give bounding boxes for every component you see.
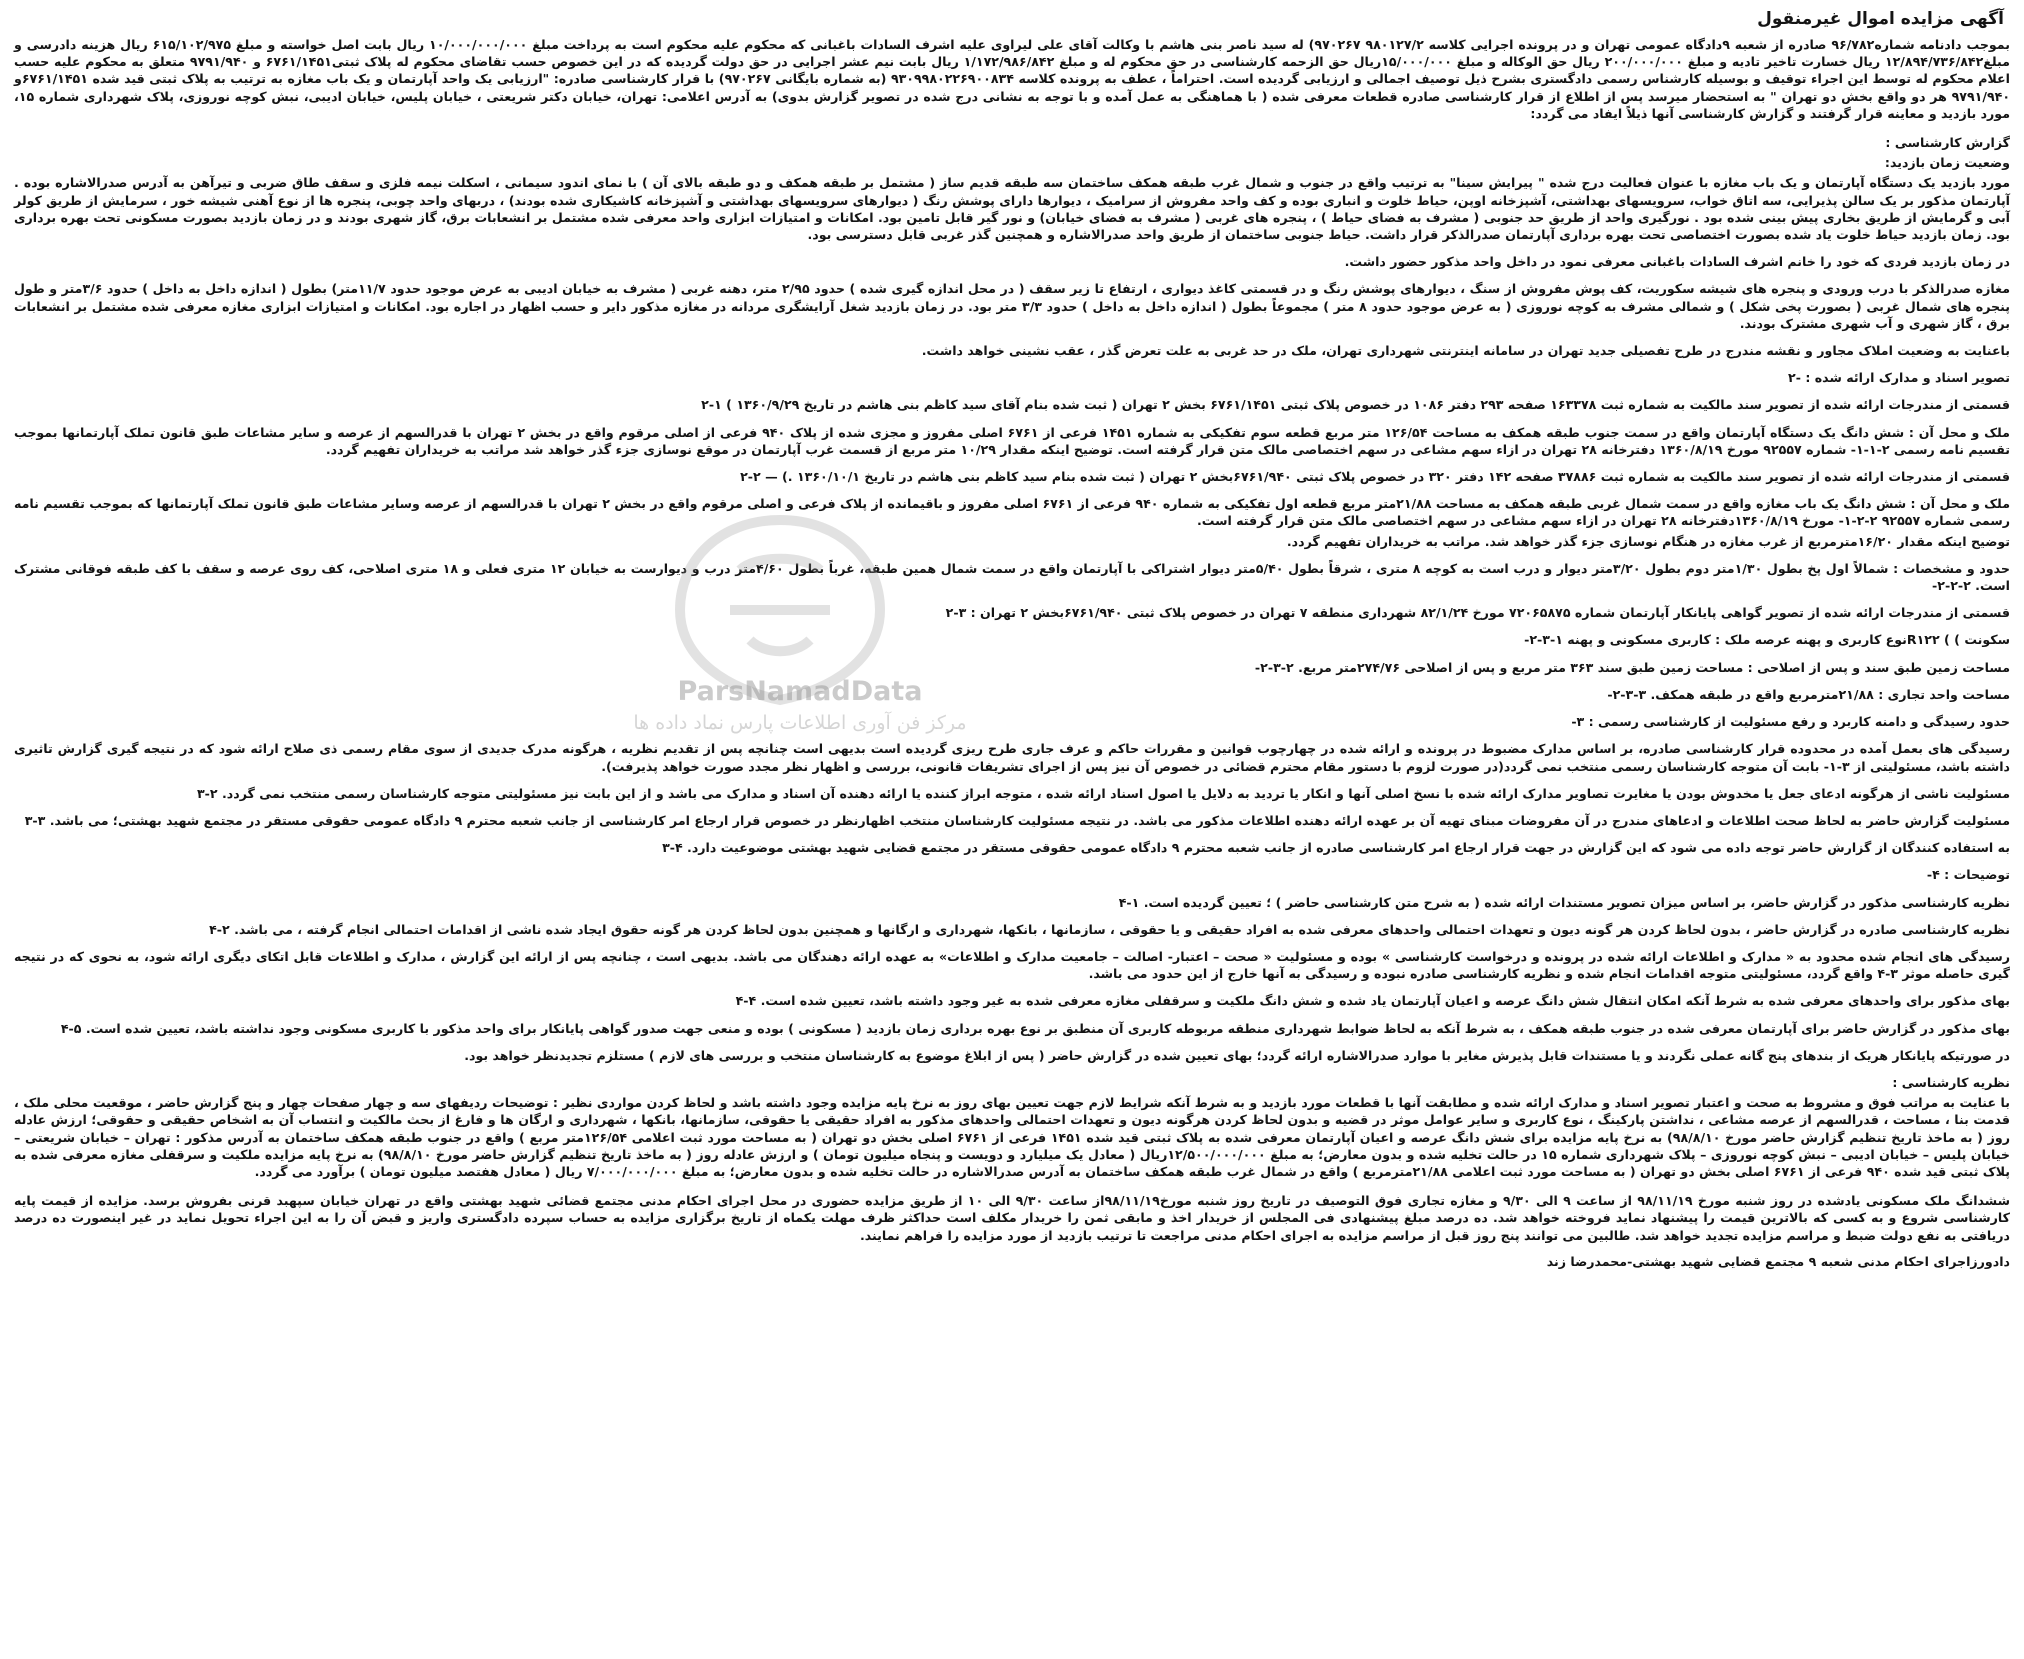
section-heading-expert-report: گزارش کارشناسی : [1885, 135, 2010, 151]
land-use: سکونت ) ) R۱۲۲نوع کاربری و پهنه عرصه ملک : کاربری مسکونی و پهنه ۱-۳-۲- [1524, 632, 2010, 648]
section-heading-opinion: نظریه کارشناسی : [1892, 1074, 2010, 1090]
section-heading-visit-status: وضعیت زمان بازدید: [1884, 155, 2010, 171]
deed-2-note: توضیح اینکه مقدار ۱۶/۲۰مترمربع از غرب مغازه در هنگام نوسازی جزء گذر خواهد شد. مراتب به خریداران تفهیم گردد. [1286, 533, 2010, 549]
deed-1-summary: قسمتی از مندرجات ارائه شده از تصویر سند مالکیت به شماره ثبت ۱۶۳۳۷۸ صفحه ۲۹۳ دفتر ۱۰۸۶ در خصوص پلاک ثبتی ۶۷۶۱/۱۴۵۱ بخش ۲ تهران ( ثبت شده بنام آقای سید کاظم بنی هاشم در تاریخ ۱۳۶۰/۹/۲۹ ) ۱-۲ [701, 397, 2010, 413]
land-area: مساحت زمین طبق سند و پس از اصلاحی : مساحت زمین طبق سند ۳۶۳ متر مربع و پس از اصلاحی ۲۷۴/۷۶متر مربع. ۲-۳-۲- [1254, 659, 2010, 675]
deed-2-details: ملک و محل آن : شش دانگ یک باب مغازه واقع در سمت شمال غربی طبقه همکف به مساحت ۲۱/۸۸متر مربع قطعه اول تفکیکی به شماره ۹۴۰ فرعی از ۶۷۶۱ اصلی مفروز و باقیمانده از پلاک فرعی و اصلی مرقوم واقع در بخش ۲ تهران با قدرالسهم از عرصه وسایر مشاعات طبق قانون تملک آپارتمانها که بموجب تقسیم نامه رسمی شماره ۹۲۵۵۷ ۲-۲-۱- مورخ ۱۳۶۰/۸/۱۹دفترخانه ۲۸ تهران در ازاء سهم مشاعی در سهم اختصاصی مالک متن قرار گرفته است. [14, 496, 2010, 529]
notice-title: آگهی مزایده اموال غیرمنقول [1757, 9, 2004, 29]
deed-1-details: ملک و محل آن : شش دانگ یک دستگاه آپارتمان واقع در سمت جنوب طبقه همکف به مساحت ۱۲۶/۵۴ متر مربع قطعه سوم تفکیکی به شماره ۱۴۵۱ فرعی از ۶۷۶۱ اصلی مفروز و مجزی شده از پلاک ۹۴۰ فرعی از اصلی مرقوم واقع در بخش ۲ تهران با قدرالسهم از عرصه و سایر مشاعات طبق قانون تملک آپارتمانها بموجب تقسیم نامه رسمی ۲-۱-۱- شماره ۹۲۵۵۷ مورخ ۱۳۶۰/۸/۱۹ دفترخانه ۲۸ تهران در ازاء سهم مشاعی در سهم اختصاصی مالک متن قرار گرفته است. توضیح اینکه مقدار ۱۰/۲۹ متر مربع از قسمت غرب آپارتمان در موقع نوسازی جزء گذر خواهد شد مراتب به خریداران تفهیم گردد. [14, 424, 2010, 457]
note-4-2: نظریه کارشناسی صادره در گزارش حاضر ، بدون لحاظ کردن هر گونه دیون و تعهدات احتمالی واحدهای معرفی شده به افراد حقیقی و یا حقوقی ، سازمانها ، بانکها، شهرداری و ارگانها و همچنین بدون لحاظ کردن هر گونه حقوق ایجاد شده ناشی از اقدامات احتمالی انجام گرفته ، می باشد. ۲-۴ [209, 921, 2010, 937]
scope-3-1: رسیدگی های بعمل آمده در محدوده قرار کارشناسی صادره، بر اساس مدارک مضبوط در پرونده و ارائه شده در چهارچوب قوانین و مقررات حاکم و عرف جاری طرح ریزی گردیده است بدیهی است چنانچه پس از تقدیم نظریه ، هرگونه مدرک جدیدی از سوی مقام رسمی ذی صلاح ارائه شود که در نتیجه گیری گزارش تاثیری داشته باشد، مسئولیتی از ۳-۱- بابت آن متوجه کارشناسان رسمی منتخب نمی گردد(در صورت لزوم با دستور مقام محترم قضائی در خصوص آن نیز پس از اجرای تشریفات قانونی، بررسی و اظهار نظر مجدد صورت خواهد پذیرفت). [14, 741, 2010, 774]
apartment-description: مورد بازدید یک دستگاه آپارتمان و یک باب مغازه با عنوان فعالیت درج شده " پیرایش سینا" به ترتیب واقع در جنوب و شمال غرب طبقه همکف ساختمان سه طبقه قدیم ساز ( مشتمل بر طبقه همکف و دو طبقه بالای آن ) با نمای اندود سیمانی ، اسکلت نیمه فلزی و سقف طاق ضربی و تیرآهن به آدرس صدرالاشاره بوده . آپارتمان مذکور بر یک سالن پذیرایی، سه اتاق خواب، سرویسهای بهداشتی، آشپزخانه اوپن، حیاط خلوت و انباری بوده و کف واحد مفروش از سرامیک ، دیوارها دارای پوشش رنگ ( دیوارهای سرویسهای بهداشتی و آشپزخانه کاشیکاری شده بودند) ، دربهای واحد چوبی، پنجره ها از نوع آهنی شیشه خور ، سرمایش از طریق کولر آبی و گرمایش از طریق بخاری پیش بینی شده بود . نورگیری واحد از طریق حد جنوبی ( مشرف به فضای حیاط ) ، پنجره های غربی ( مشرف به فضای خیابان) و نور گیر قابل تامین بود. امکانات و امتیازات ابزاری واحد معرفی شده مشتمل بر انشعابات برق، گاز شهری بودند و در زمان بازدید بصورت مسکونی تحت بهره برداری بود. زمان بازدید حیاط خلوت یاد شده بصورت اختصاصی تحت بهره برداری آپارتمان صدرالذکر قرار داشت. حیاط جنوبی ساختمان از طریق واحد صدرالاشاره و همچنین گذر غربی قابل دسترسی بود. [14, 175, 2010, 243]
note-4-4: بهای مذکور برای واحدهای معرفی شده به شرط آنکه امکان انتقال شش دانگ عرصه و اعیان آپارتمان یاد شده و شش دانگ ملکیت و سرقفلی مغازه معرفی شده به غیر وجود داشته باشد، تعیین شده است. ۴-۴ [735, 993, 2010, 1009]
signature-line: دادورزاجرای احکام مدنی شعبه ۹ مجتمع قضایی شهید بهشتی-محمدرضا زند [1546, 1253, 2010, 1269]
section-heading-documents: تصویر اسناد و مدارک ارائه شده : -۲ [1788, 370, 2010, 386]
setback-note: باعنایت به وضعیت املاک مجاور و نقشه مندرج در طرح تفصیلی جدید تهران در سامانه اینترنتی شهرداری تهران، ملک در حد غربی به علت تعرض گذر ، عقب نشینی خواهد داشت. [921, 343, 2010, 359]
intro-paragraph: بموجب دادنامه شماره۹۶/۷۸۲ صادره از شعبه ۹دادگاه عمومی تهران و در پرونده اجرایی کلاسه ۹۸۰۱۲۷/۲ ۹۷۰۲۶۷) له سید ناصر بنی هاشم با وکالت آقای علی لیراوی علیه اشرف السادات باغبانی که محکوم علیه محکوم است به پرداخت مبلغ ۱۰/۰۰۰/۰۰۰/۰۰۰ ریال بابت اصل خواسته و مبلغ ۶۱۵/۱۰۲/۹۷۵ ریال هزینه دادرسی و مبلغ۱۲/۸۹۴/۷۳۶/۸۴۲ ریال خسارت تاخیر تادیه و مبلغ ۲۰۰/۰۰۰/۰۰۰ ریال حق الوکاله و مبلغ ۱۵/۰۰۰/۰۰۰ریال حق الزحمه کارشناسی در حق محکوم له و مبلغ ۱/۱۷۲/۹۸۶/۸۴۲ ریال بابت نیم عشر اجرایی در حق دولت گردیده که در این خصوص حسب تقاضای محکوم له پلاک ثبتی۶۷۶۱/۱۴۵۱ و ۹۷۹۱/۹۴۰ متعلق به محکوم علیه حسب اعلام محکوم له توسط این اجراء توقیف و بوسیله کارشناس رسمی دادگستری بشرح ذیل توصیف اجمالی و ارزیابی گردیده است. احتراماً ، عطف به پرونده کلاسه ۹۳۰۹۹۸۰۲۲۶۹۰۰۸۳۴ (به شماره بایگانی ۹۷۰۲۶۷) با قرار کارشناسی صادره: "ارزیابی یک واحد آپارتمان و یک باب مغازه به ترتیب به پلاک ثبتی قید شده ۶۷۶۱/۱۴۵۱و ۹۷۹۱/۹۴۰ هر دو واقع بخش دو تهران " به استحضار میرسد پس از اطلاع از قرار کارشناسی صادره قطعات معرفی شده ( با هماهنگی به عمل آمده و با توجه به نشانی درج شده در تصویر گزارش بدوی) به آدرس اعلامی: تهران، خیابان دکتر شریعتی ، خیابان پلیس، خیابان ادیبی، نبش کوچه نوروزی، پلاک شهرداری شماره ۱۵، مورد بازدید و معاینه قرار گرفتند و گزارش کارشناسی آنها ذیلاً ایفاد می گردد: [14, 37, 2010, 121]
boundaries: حدود و مشخصات : شمالاً اول پخ بطول ۱/۳۰متر دوم بطول ۳/۲۰متر دیوار و درب است به کوچه ۸ متری ، شرقاً بطول ۵/۴۰متر دیوار اشتراکی با آپارتمان واقع در سمت شمال همین طبقه، غرباً بطول ۴/۶۰متر درب و دیوارست به خیابان ۱۲ متری فعلی و ۱۸ متری اصلاحی، کف روی عرصه و سقف با کف طبقه فوقانی مشترک است. ۲-۲-۲- [14, 560, 2010, 594]
section-heading-scope: حدود رسیدگی و دامنه کاربرد و رفع مسئولیت از کارشناسی رسمی : ۳- [1571, 714, 2010, 730]
watermark-subtitle: مرکز فن آوری اطلاعات پارس نماد داده ها [633, 712, 967, 734]
scope-3-2: مسئولیت ناشی از هرگونه ادعای جعل یا مخدوش بودن یا مغایرت تصاویر مدارک ارائه شده با نسخ اصلی آنها و انکار یا تردید به دلایل یا اصول اسناد ارائه شده ، متوجه ابراز کننده یا ارائه دهنده آن اسناد و مدارک می باشد و از این بابت نیز مسئولیتی متوجه کارشناسان رسمی منتخب نمی گردد. ۲-۳ [196, 785, 2010, 801]
valuation-opinion: با عنایت به مراتب فوق و مشروط به صحت و اعتبار تصویر اسناد و مدارک ارائه شده و مطابقت آنها با قطعات مورد بازدید و به شرط آنکه شرایط لازم جهت تعیین بهای روز به نرخ پایه مزایده وجود داشته باشد و لحاظ کردن مواردی نظیر : توضیحات ردیفهای سه و چهار صفحات چهار و پنج گزارش حاضر ، موقعیت محلی ملک ، قدمت بنا ، مساحت ، قدرالسهم از عرصه مشاعی ، نداشتن پارکینگ ، نوع کاربری و سایر عوامل موثر در قضیه و بدون لحاظ کردن هرگونه دیون و تعهدات احتمالی واحدهای مذکور به افراد حقیقی یا حقوقی، سازمانها، بانکها ، شهرداری و ارگان ها و فارغ از بحث مالکیت و انتساب آن به اشخاص حقیقی و حقوقی؛ ارزش عادله روز ( به ماخذ تاریخ تنظیم گزارش حاضر مورخ ۹۸/۸/۱۰) به نرخ پایه مزایده برای شش دانگ عرصه و اعیان آپارتمان معرفی شده به پلاک ثبتی قید شده ۱۴۵۱ فرعی از ۶۷۶۱ اصلی بخش دو تهران ( به مساحت مورد ثبت اعلامی ۱۲۶/۵۴متر مربع ) واقع در جنوب طبقه همکف ساختمان به آدرس مذکور : تهران – خیابان شریعتی – خیابان پلیس – خیابان ادیبی – نبش کوچه نوروزی – پلاک شهرداری شماره ۱۵ در حالت تخلیه شده و بدون معارض؛ به مبلغ ۱۲/۵۰۰/۰۰۰/۰۰۰ریال ( معادل یک میلیارد و دویست و پنجاه میلیون تومان ) و ارزش عادله روز ( به ماخذ تاریخ تنظیم گزارش حاضر مورخ ۹۸/۸/۱۰) به نرخ پایه مزایده ملکیت و سرقفلی مغازه معرفی شده به پلاک ثبتی قید شده ۹۴۰ فرعی از ۶۷۶۱ اصلی بخش دو تهران ( به مساحت مورد ثبت اعلامی ۲۱/۸۸مترمربع ) واقع در شمال غرب طبقه همکف ساختمان به آدرس صدرالاشاره در حالت تخلیه شده و بدون معارض؛ به مبلغ ۷/۰۰۰/۰۰۰/۰۰۰ ریال ( معادل هفتصد میلیون تومان ) برآورد می گردد. [14, 1095, 2010, 1179]
shop-description: مغازه صدرالذکر با درب ورودی و پنجره های شیشه سکوریت، کف پوش مفروش از سنگ ، دیوارهای پوشش رنگ و در قسمتی کاغذ دیواری ، ارتفاع تا زیر سقف ( در محل اندازه گیری شده ) حدود ۲/۹۵ متر، دهنه غربی ( مشرف به خیابان ادیبی به عرض موجود حدود ۱۱/۷متر) بطول ( اندازه داخل به داخل ) حدود ۳/۶متر و طول پنجره های شمال غربی ( بصورت پخی شکل ) و شمالی مشرف به کوچه نوروزی ( به عرض موجود حدود ۸ متر ) مجموعاً بطول ( اندازه داخل به داخل ) حدود ۳/۳ متر بود. در زمان بازدید شغل آرایشگری مردانه در مغازه مذکور دایر و حسب اظهار در اجاره بود. امکانات و امتیازات ابزاری مغازه معرفی شده مشتمل بر انشعابات برق ، گاز شهری و آب شهری مشترک بودند. [14, 281, 2010, 331]
auction-terms: ششدانگ ملک مسکونی یادشده در روز شنبه مورخ ۹۸/۱۱/۱۹ از ساعت ۹ الی ۹/۳۰ و مغازه تجاری فوق التوصیف در تاریخ روز شنبه مورخ۹۸/۱۱/۱۹از ساعت ۹/۳۰ الی ۱۰ از طریق مزایده حضوری در محل اجرای احکام مدنی مجتمع قضائی شهید بهشتی واقع در تهران خیابان سپهبد قرنی بفروش برسد. مزایده از قیمت پایه کارشناسی شروع و به کسی که بالاترین قیمت را پیشنهاد نماید فروخته خواهد شد. ده درصد مبلغ پیشنهادی فی المجلس از خریدار اخذ و مابقی ثمن را خریدار مکلف است حداکثر ظرف مهلت یکماه از تاریخ برگزاری مزایده به حساب سپرده دادگستری واریز و قبض آن را به این اجراء تحویل نماید در غیر اینصورت ده درصد دریافتی به نفع دولت ضبط و مراسم مزایده تجدید خواهد شد. طالبین می توانند پنج روز قبل از مراسم مزایده به اجرای احکام مدنی مراجعت تا ترتیب بازدید از مورد مزایده را فراهم نمایند. [14, 1193, 2010, 1243]
note-4-3: رسیدگی های انجام شده محدود به « مدارک و اطلاعات ارائه شده در پرونده و درخواست کارشناسی » بوده و مسئولیت « صحت – اعتبار- اصالت – جامعیت مدارک و اطلاعات» به عهده ارائه دهندگان می باشد. بدیهی است ، چنانچه پس از ارائه این گزارش ، مدارک و اطلاعات قابل اتکای دیگری ارائه شود، به نحوی که در نتیجه گیری حاصله موثر ۳-۴ واقع گردد، مسئولیتی متوجه اقدامات انجام شده و نظریه کارشناسی صادره نبوده و رسیدگی به آنها خارج از این حدود می باشد. [14, 948, 2010, 982]
revision-note: در صورتیکه پایانکار هریک از بندهای پنج گانه عملی نگردند و یا مستندات قابل پذیرش مغایر با موارد صدرالاشاره ارائه گردد؛ بهای تعیین شده در گزارش حاضر ( پس از ابلاغ موضوع به کارشناسان منتخب و بررسی های لازم ) مستلزم تجدیدنظر خواهد بود. [464, 1047, 2010, 1063]
scope-3-3: مسئولیت گزارش حاضر به لحاظ صحت اطلاعات و ادعاهای مندرج در آن مفروضات مبنای تهیه آن بر عهده ارائه دهنده اطلاعات مذکور می باشد. در نتیجه مسئولیت کارشناسان منتخب اظهارنظر در خصوص قرار ارجاع امر کارشناسی از جانب شعبه محترم ۹ دادگاه عمومی حقوقی مستقر در مجتمع شهید بهشتی؛ می باشد. ۳-۳ [24, 812, 2010, 828]
watermark-brand: ParsNamadData [677, 676, 923, 707]
deed-2-summary: قسمتی از مندرجات ارائه شده از تصویر سند مالکیت به شماره ثبت ۳۷۸۸۶ صفحه ۱۴۲ دفتر ۳۲۰ در خصوص پلاک ثبتی ۶۷۶۱/۹۴۰بخش ۲ تهران ( ثبت شده بنام سید کاظم بنی هاشم در تاریخ ۱۳۶۰/۱۰/۱ .) — ۲-۲ [740, 469, 2010, 485]
note-4-5: بهای مذکور در گزارش حاضر برای آپارتمان معرفی شده در جنوب طبقه همکف ، به شرط آنکه به لحاظ ضوابط شهرداری منطقه مربوطه کاربری آن منطبق بر نوع بهره برداری زمان بازدید ( مسکونی ) بوده و منعی جهت صدور گواهی پایانکار برای واحد مذکور با کاربری مسکونی وجود نداشته باشد، تعیین شده است. ۵-۴ [60, 1020, 2010, 1036]
occupant-note: در زمان بازدید فردی که خود را خانم اشرف السادات باغبانی معرفی نمود در داخل واحد مذکور حضور داشت. [1344, 254, 2010, 270]
section-heading-notes: توضیحات : ۴- [1926, 867, 2010, 883]
scope-3-4: به استفاده کنندگان از گزارش حاضر توجه داده می شود که این گزارش در جهت قرار ارجاع امر کارشناسی صادره از جانب شعبه محترم ۹ دادگاه عمومی حقوقی مستقر در مجتمع قضایی شهید بهشتی موضوعیت دارد. ۴-۳ [662, 840, 2010, 856]
completion-certificate: قسمتی از مندرجات ارائه شده از تصویر گواهی پایانکار آپارتمان شماره ۷۲۰۶۵۸۷۵ مورخ ۸۲/۱/۲۴ شهرداری منطقه ۷ تهران در خصوص پلاک ثبتی ۶۷۶۱/۹۴۰بخش ۲ تهران : ۳-۲ [945, 605, 2010, 621]
commercial-area: مساحت واحد تجاری : ۲۱/۸۸مترمربع واقع در طبقه همکف. ۳-۳-۲- [1607, 686, 2010, 702]
note-4-1: نظریه کارشناسی مذکور در گزارش حاضر، بر اساس میزان تصویر مستندات ارائه شده ( به شرح متن کارشناسی حاضر ) ؛ تعیین گردیده است. ۱-۴ [1118, 894, 2010, 910]
